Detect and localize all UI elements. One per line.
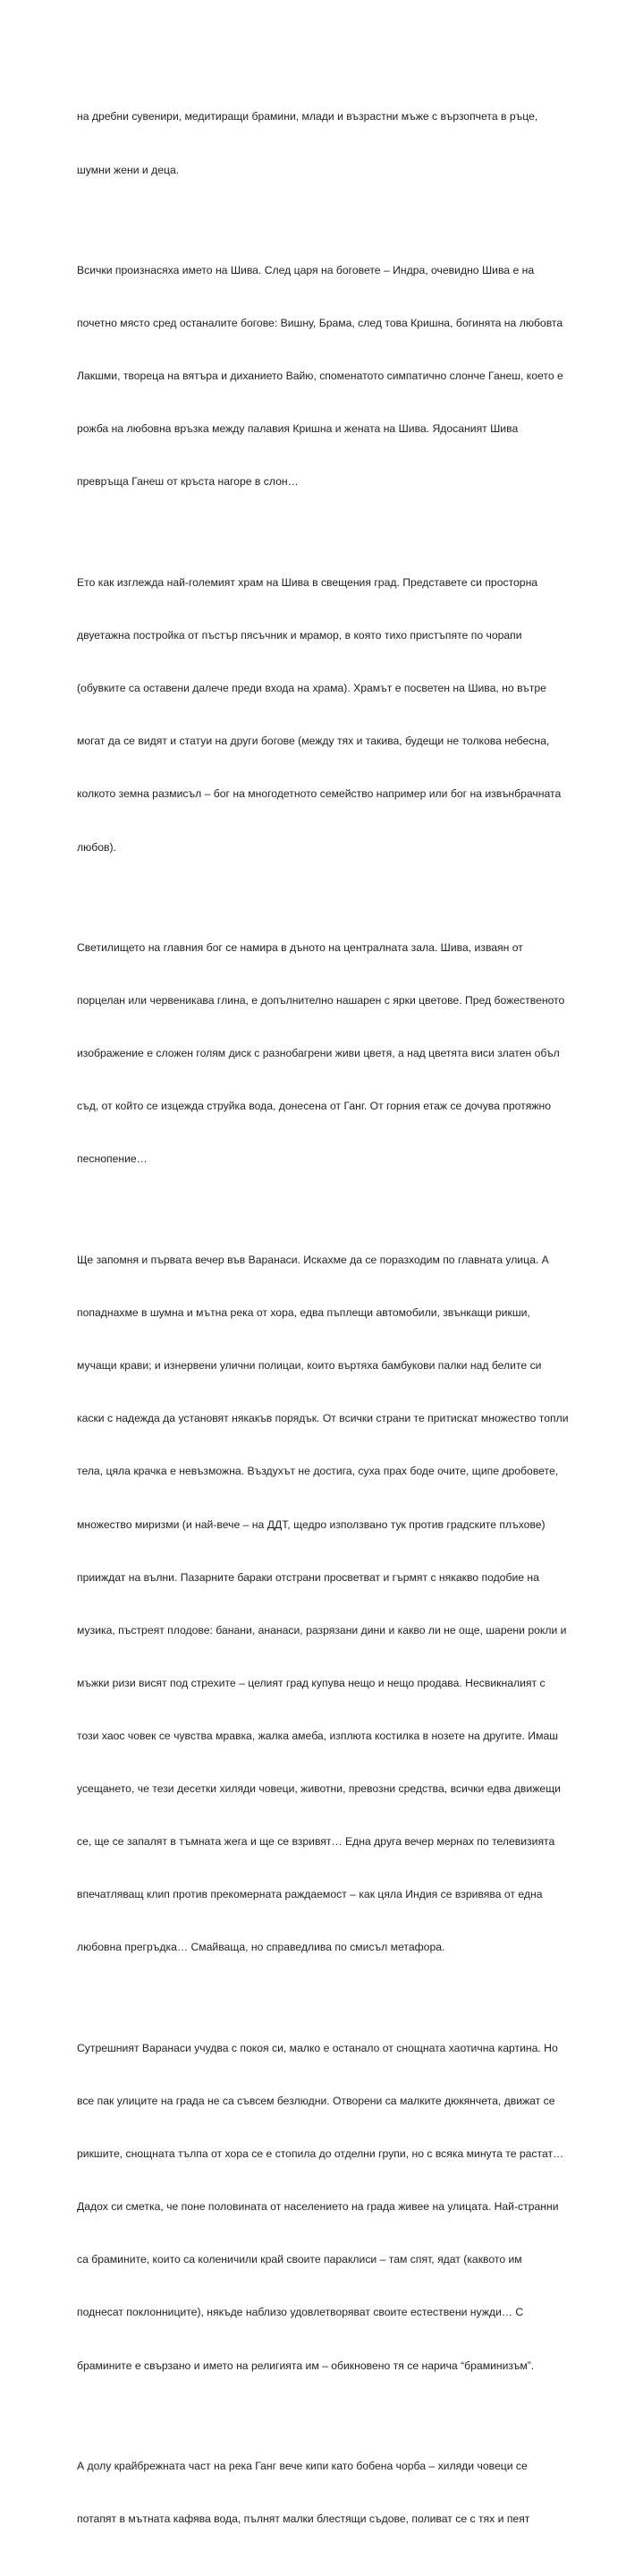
paragraph <box>77 1217 569 1993</box>
paragraph <box>77 73 556 215</box>
text-line: впечатляващ клип против прекомерната раждаемост – как цяла Индия се взривява от една <box>77 1888 543 1901</box>
text-line: попаднахме в шумна и мътна река от хора, едва пъплещи автомобили, звънкащи рикши, <box>77 1306 530 1320</box>
text-line: рожба на любовна връзка между палавия Кришна и жената на Шива. Ядосаният Шива <box>77 422 519 436</box>
text-line: усещането, че тези десетки хиляди човеци, животни, превозни средства, всички едва движещи <box>77 1782 561 1796</box>
text-line: са брамините, които са коленичили край своите параклиси – там спят, ядат (каквото им <box>77 2253 522 2266</box>
text-line: съд, от който се изцежда струйка вода, донесена от Ганг. От горния етаж се дочува протяжно <box>77 1100 551 1113</box>
text-line: шумни жени и деца. <box>77 163 180 176</box>
text-line: Ще запомня и първата вечер във Варанаси. Искахме да се поразходим по главната улица. А <box>77 1254 549 1266</box>
text-line: се, ще се запалят в тъмната жега и ще се взривят… Една друга вечер мернах по телевизията <box>77 1835 555 1849</box>
text-line: любов). <box>77 840 116 854</box>
text-line: Сутрешният Варанаси учудва с покоя си, малко е останало от снощната хаотична картина. Но <box>77 2041 558 2054</box>
text-line: любовна прегръдка… Смайваща, но справедлива по смисъл метафора. <box>77 1941 445 1954</box>
text-line: двуетажна постройка от пъстър пясъчник и мрамор, в която тихо пристъпяте по чорапи <box>77 629 522 642</box>
text-line: (обувките са оставени далече преди входа на храма). Храмът е посветен на Шива, но вътре <box>77 682 546 695</box>
text-line: брамините е свързано и името на религията им – обикновено тя се нарича “браминизъм”. <box>77 2359 535 2372</box>
text-line: на дребни сувенири, медитиращи брамини, млади и възрастни мъже с вързопчета в ръце, <box>77 110 538 123</box>
text-line: каски с надежда да установят някакъв порядък. От всички страни те притискат множество топли <box>77 1412 569 1425</box>
paragraph <box>77 540 562 892</box>
text-line: мъжки ризи висят под стрехите – целият град купува нещо и нещо продава. Несвикналият с <box>77 1676 546 1689</box>
text-line: колкото земна размисъл – бог на многодетното семейство например или бог на извънбрачната <box>77 787 562 801</box>
text-line: песнопение… <box>77 1152 148 1166</box>
text-line: почетно място сред останалите богове: Вишну, Брама, след това Кришна, богинята на любовта <box>77 317 563 330</box>
text-line: потапят в мътната кафява вода, пълнят малки блестящи съдове, поливат се с тях и пеят <box>77 2512 530 2526</box>
paragraph <box>77 227 563 527</box>
body-text <box>77 73 569 2576</box>
text-line: Ето как изглежда най-големият храм на Шива в свещения град. Представете си просторна <box>77 575 538 589</box>
text-line: този хаос човек се чувства мравка, жалка амеба, изплюта костилка в нозете на другите. Имаш <box>77 1729 558 1742</box>
text-line: рикшите, снощната тълпа от хора се е стопила до отделни групи, но с всяка минута те растат… <box>77 2147 564 2161</box>
text-line: порцелан или червеникава глина, е допълнително нашарен с ярки цветове. Пред божественото <box>77 994 565 1007</box>
paragraph <box>77 905 565 1204</box>
text-line: Лакшми, твореца на вятъра и диханието Вайю, споменатото симпатично слонче Ганеш, което е <box>77 370 563 383</box>
paragraph <box>77 2423 556 2564</box>
text-line: могат да се видят и статуи на други богове (между тях и такива, будещи не толкова небесна, <box>77 735 550 748</box>
text-line: мучащи крави; и изнервени улични полицаи, които въртяха бамбукови палки над белите си <box>77 1359 542 1373</box>
text-line: музика, пъстреят плодове: банани, ананаси, разрязани дини и какво ли не още, шарени рокли и <box>77 1623 567 1637</box>
text-line: Дадох си сметка, че поне половината от населението на града живее на улицата. Най-странни <box>77 2200 559 2214</box>
text-line: поднесат поклонниците), някъде наблизо удовлетворяват своите естествени нужди… С <box>77 2306 524 2319</box>
text-line: Всички произнасяха името на Шива. След царя на боговете – Индра, очевидно Шива е на <box>77 264 535 277</box>
text-line: Светилището на главния бог се намира в дъното на централната зала. Шива, изваян от <box>77 941 523 955</box>
text-line: тела, цяла крачка е невъзможна. Въздухът не достига, суха прах боде очите, щипе дробовете, <box>77 1465 559 1478</box>
paragraph <box>77 2005 564 2410</box>
text-line: множество миризми (и най-вече – на ДДТ, щедро използвано тук против градските плъхове) <box>77 1518 546 1531</box>
text-line: изображение е сложен голям диск с разнобагрени живи цветя, а над цветята виси златен объл <box>77 1047 560 1060</box>
text-line: превръща Ганеш от кръста нагоре в слон… <box>77 475 299 489</box>
text-line: прииждат на вълни. Пазарните бараки отстрани просветват и гърмят с някакво подобие на <box>77 1570 539 1584</box>
text-line: А долу крайбрежната част на река Ганг вече кипи като бобена чорба – хиляди човеци се <box>77 2460 528 2473</box>
text-line: все пак улиците на града не са съвсем безлюдни. Отворени са малките дюкянчета, движат се <box>77 2095 555 2108</box>
